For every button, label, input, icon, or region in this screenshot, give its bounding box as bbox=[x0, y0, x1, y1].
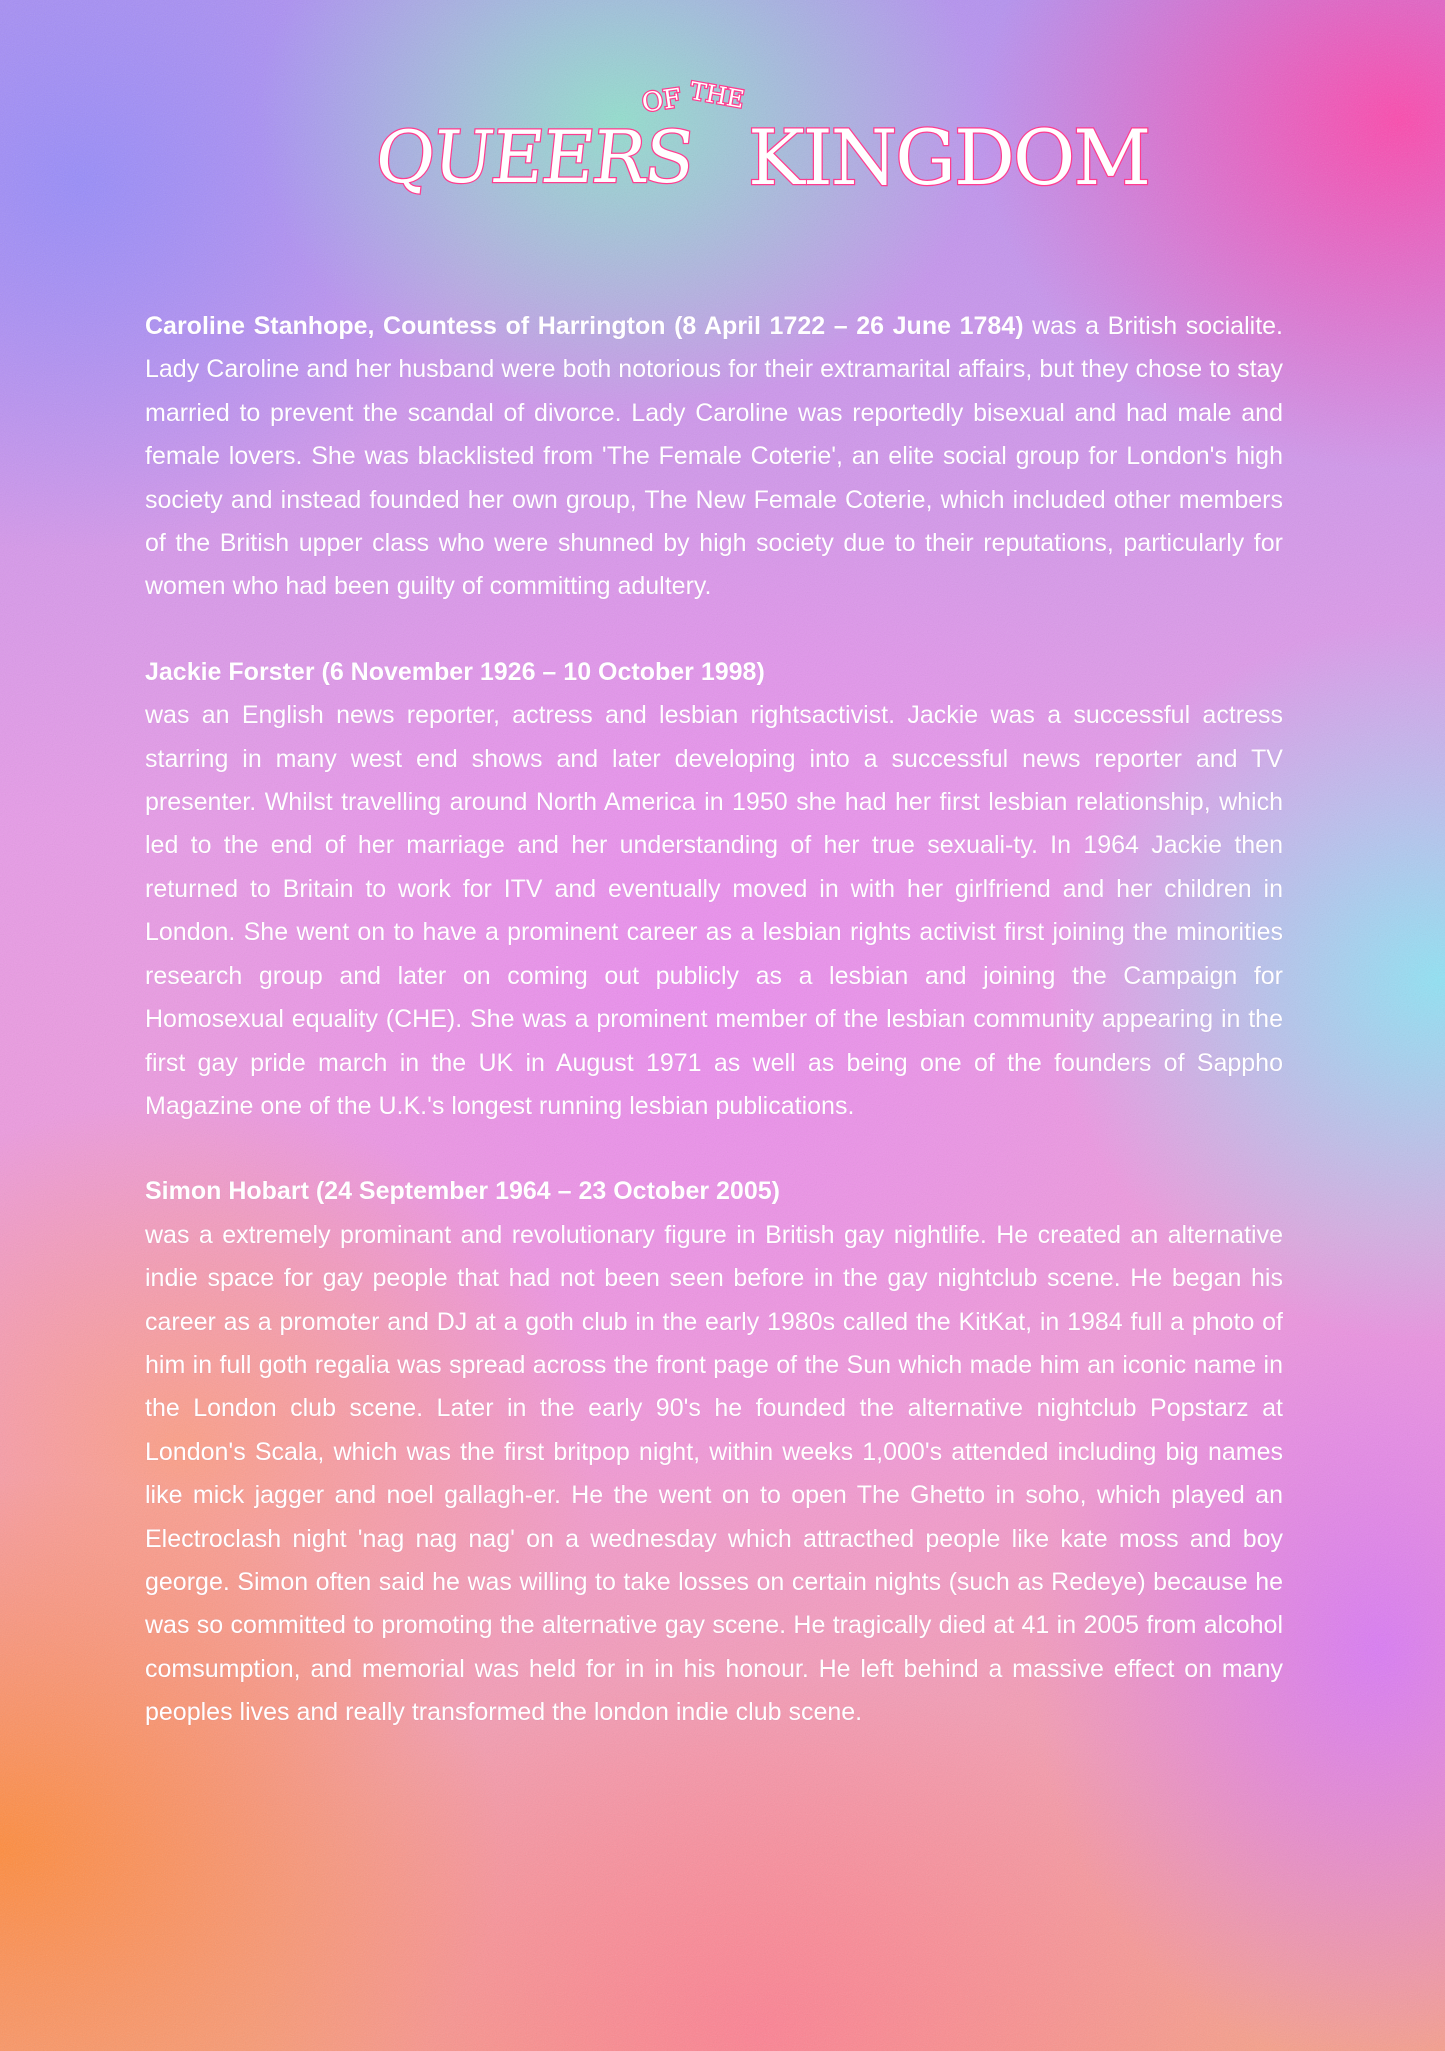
entry-name: Simon Hobart (24 September 1964 – 23 October 2005) bbox=[145, 1177, 780, 1206]
logo-word-queers: QUEERS bbox=[371, 116, 697, 200]
queers-of-the-kingdom-logo bbox=[371, 62, 1150, 232]
entry-jackie-forster bbox=[145, 651, 1283, 1128]
entry-simon-hobart bbox=[145, 1170, 1283, 1734]
entry-caroline-stanhope bbox=[145, 305, 1283, 609]
logo-word-of: OF bbox=[640, 83, 684, 119]
entry-text: was a British socialite. Lady Caroline and her husband were both notorious for their extramarital affairs, but they chose to stay married to prevent the scandal of divorce. Lady Caroline was reportedly bisexual and had male and female lovers. She was blacklisted from 'The Female Coterie', an elite social group for London's high society and instead founded her own group, The New Female Coterie, which included other members of the British upper class who were shunned by high society due to their reputations, particularly for women who had been guilty of committing adultery. bbox=[145, 312, 1283, 601]
entry-name: Caroline Stanhope, Countess of Harrington (8 April 1722 – 26 June 1784) bbox=[145, 312, 1024, 340]
article-body bbox=[145, 305, 1283, 1777]
entry-text: was an English news reporter, actress and lesbian rightsactivist. Jackie was a successful actress starring in many west end shows and later developing into a successful news reporter and TV presenter. Whilst travelling around North America in 1950 she had her first lesbian relationship, which led to the end of her marriage and her understanding of her true sexuali-ty. In 1964 Jackie then returned to Britain to work for ITV and eventually moved in with her girlfriend and her children in London. She went on to have a prominent career as a lesbian rights activist first joining the minorities research group and later on coming out publicly as a lesbian and joining the Campaign for Homosexual equality (CHE). She was a prominent member of the lesbian community appearing in the first gay pride march in the UK in August 1971 as well as being one of the founders of Sappho Magazine one of the U.K.'s longest running lesbian publications. bbox=[145, 701, 1283, 1120]
entry-text: was a extremely prominant and revolutionary figure in British gay nightlife. He created an alternative indie space for gay people that had not been seen before in the gay nightclub scene. He began his career as a promoter and DJ at a goth club in the early 1980s called the KitKat, in 1984 full a photo of him in full goth regalia was spread across the front page of the Sun which made him an iconic name in the London club scene. Later in the early 90's he founded the alternative nightclub Popstarz at London's Scala, which was the first britpop night, within weeks 1,000's attended including big names like mick jagger and noel gallagh-er. He the went on to open The Ghetto in soho, which played an Electroclash night 'nag nag nag' on a wednesday which attracthed people like kate moss and boy george. Simon often said he was willing to take losses on certain nights (such as Redeye) because he was so committed to promoting the alternative gay scene. He tragically died at 41 in 2005 from alcohol comsumption, and memorial was held for in in his honour. He left behind a massive effect on many peoples lives and really transformed the london indie club scene. bbox=[145, 1220, 1283, 1727]
logo-word-kingdom: KINGDOM bbox=[748, 113, 1150, 202]
logo-word-the: THE bbox=[687, 76, 747, 114]
entry-name: Jackie Forster (6 November 1926 – 10 October 1998) bbox=[145, 657, 765, 686]
